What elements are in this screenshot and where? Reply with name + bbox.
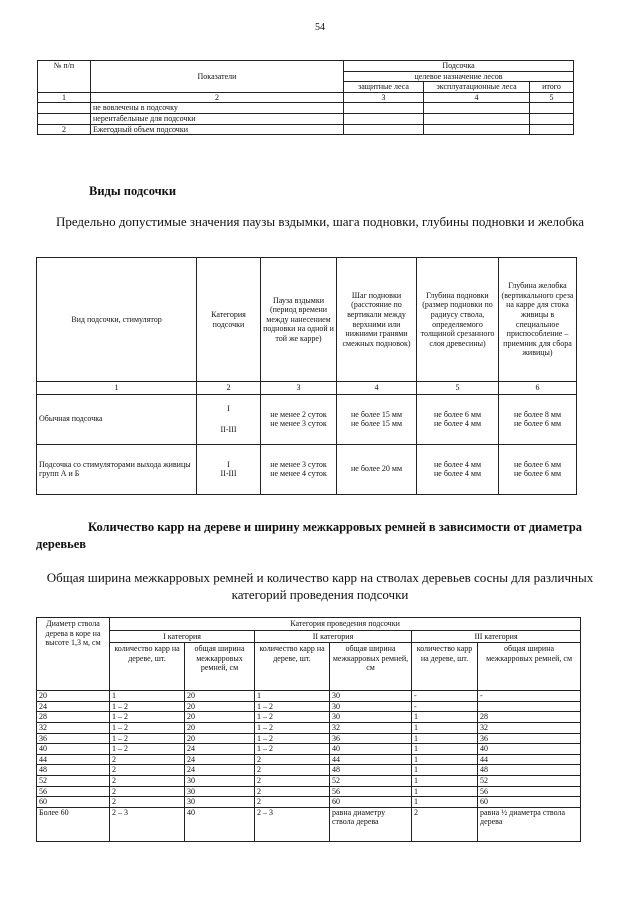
header-diameter: Диаметр ствола дерева в коре на высоте 1,3 м, см [37, 618, 110, 691]
header-protective: защитные леса [344, 82, 424, 93]
value-cell: 48 [330, 765, 412, 776]
tapping-type: Обычная подсочка [37, 394, 197, 444]
value-cell: 30 [185, 797, 255, 808]
header-width: общая ширина межкарровых ремней, см [330, 643, 412, 691]
pause [261, 394, 337, 444]
step-value: не более 15 мм [350, 409, 402, 419]
row-number [38, 103, 91, 114]
value-cell: 1 – 2 [255, 722, 330, 733]
groove-value: не более 6 мм [513, 459, 561, 469]
header-category: Категория проведения подсочки [110, 618, 581, 631]
value-cell: 1 [412, 733, 478, 744]
step-value: не более 20 мм [350, 464, 402, 474]
header-groove: Глубина желобка (вертикального среза на карре для стока живицы в специальное приспособление – приемник для сбора живицы) [499, 258, 577, 382]
value-cell: 2 [412, 807, 478, 841]
value-cell: 1 [255, 691, 330, 702]
diameter-cell: 52 [37, 775, 110, 786]
value-cell: 20 [185, 733, 255, 744]
header-step: Шаг подновки (расстояние по вертикали между верхними или нижними гранями смежных подновок) [337, 258, 417, 382]
header-count: количество карр на дереве, шт. [412, 643, 478, 691]
value-cell: 2 [255, 754, 330, 765]
diameter-cell: 48 [37, 765, 110, 776]
value-cell: 1 [110, 691, 185, 702]
cell [424, 124, 530, 135]
value-cell: 24 [185, 765, 255, 776]
value-cell: 60 [478, 797, 581, 808]
value-cell: 20 [185, 701, 255, 712]
table-row [37, 765, 581, 776]
table-row [37, 394, 577, 444]
groove [499, 394, 577, 444]
page-number: 54 [315, 22, 325, 33]
value-cell: 1 [412, 744, 478, 755]
value-cell: 36 [330, 733, 412, 744]
cell [530, 103, 574, 114]
value-cell: 32 [478, 722, 581, 733]
header-number: № п/п [38, 61, 91, 93]
value-cell: 2 [110, 797, 185, 808]
value-cell: 2 [255, 797, 330, 808]
value-cell: 30 [330, 712, 412, 723]
depth-value: не более 6 мм [433, 409, 481, 419]
row-label: нерентабельные для подсочки [91, 113, 344, 124]
value-cell: 1 – 2 [255, 712, 330, 723]
header-cat2: II категория [255, 630, 412, 643]
value-cell: 44 [478, 754, 581, 765]
value-cell: равна ½ диаметра ствола дерева [478, 807, 581, 841]
value-cell: 1 – 2 [110, 722, 185, 733]
value-cell: 60 [330, 797, 412, 808]
header-cat3: III категория [412, 630, 581, 643]
header-depth: Глубина подновки (размер подновки по радиусу ствола, определяемого толщиной срезанного слоя древесины) [417, 258, 499, 382]
value-cell: 2 [110, 786, 185, 797]
diameter-cell: 20 [37, 691, 110, 702]
value-cell: 1 – 2 [110, 744, 185, 755]
value-cell: 1 [412, 775, 478, 786]
colnum: 4 [424, 92, 530, 103]
table-row [37, 807, 581, 841]
value-cell: 40 [478, 744, 581, 755]
value-cell [478, 701, 581, 712]
step [337, 394, 417, 444]
value-cell: 1 – 2 [110, 701, 185, 712]
header-count: количество карр на дереве, шт. [255, 643, 330, 691]
value-cell: 20 [185, 722, 255, 733]
value-cell: - [412, 701, 478, 712]
value-cell: 56 [330, 786, 412, 797]
colnum: 2 [91, 92, 344, 103]
header-cat1: I категория [110, 630, 255, 643]
value-cell: 20 [185, 712, 255, 723]
table-row [37, 691, 581, 702]
colnum: 3 [261, 382, 337, 395]
table-row [37, 444, 577, 494]
tapping-limits-table [36, 257, 577, 495]
section-heading-tapping-types: Виды подсочки [89, 184, 177, 198]
carr-width-table [36, 617, 581, 842]
pause-value: не менее 3 суток [270, 459, 327, 469]
header-count: количество карр на дереве, шт. [110, 643, 185, 691]
section-heading-carr-count: Количество карр на дереве и ширину межкарровых ремней в зависимости от диаметра деревьев [36, 520, 583, 551]
value-cell: 24 [185, 754, 255, 765]
value-cell: 36 [478, 733, 581, 744]
colnum: 5 [417, 382, 499, 395]
table-row [37, 744, 581, 755]
pause-value: не менее 2 суток [270, 409, 327, 419]
pause [261, 444, 337, 494]
diameter-cell: 36 [37, 733, 110, 744]
value-cell: 1 – 2 [110, 712, 185, 723]
value-cell: 1 – 2 [110, 733, 185, 744]
diameter-cell: 56 [37, 786, 110, 797]
header-category: Категория подсочки [197, 258, 261, 382]
header-tapping: Подсочка [344, 61, 574, 72]
value-cell: 30 [330, 701, 412, 712]
header-tapping-type: Вид подсочки, стимулятор [37, 258, 197, 382]
table-row [37, 797, 581, 808]
step [337, 444, 417, 494]
depth [417, 394, 499, 444]
pause-value: не менее 4 суток [270, 469, 327, 479]
table-row [37, 754, 581, 765]
cell [424, 103, 530, 114]
step-value: не более 15 мм [350, 419, 402, 429]
row-number [38, 113, 91, 124]
value-cell: 52 [330, 775, 412, 786]
value-cell: 30 [330, 691, 412, 702]
cell [424, 113, 530, 124]
table-row [38, 113, 574, 124]
diameter-cell: Более 60 [37, 807, 110, 841]
header-width: общая ширина межкарровых ремней, см [478, 643, 581, 691]
value-cell: 2 – 3 [110, 807, 185, 841]
category [197, 394, 261, 444]
value-cell: 1 [412, 786, 478, 797]
header-production: эксплуатационные леса [424, 82, 530, 93]
depth-value: не более 4 мм [433, 459, 481, 469]
value-cell: 48 [478, 765, 581, 776]
table-row [37, 722, 581, 733]
value-cell: 44 [330, 754, 412, 765]
cell [344, 103, 424, 114]
row-number: 2 [38, 124, 91, 135]
value-cell: 1 – 2 [255, 744, 330, 755]
section-subtitle-limits: Предельно допустимые значения паузы вздымки, шага подновки, глубины подновки и желобка [55, 214, 585, 229]
table-row [37, 712, 581, 723]
colnum: 1 [37, 382, 197, 395]
value-cell: 40 [330, 744, 412, 755]
value-cell: 2 [110, 754, 185, 765]
table-row [37, 786, 581, 797]
value-cell: 2 [255, 786, 330, 797]
category-value: I [227, 459, 230, 469]
table-row [37, 701, 581, 712]
value-cell: 2 [110, 765, 185, 776]
cell [344, 124, 424, 135]
groove [499, 444, 577, 494]
table-row [37, 733, 581, 744]
value-cell: 1 – 2 [255, 701, 330, 712]
value-cell: 1 [412, 765, 478, 776]
diameter-cell: 44 [37, 754, 110, 765]
value-cell: 2 [110, 775, 185, 786]
value-cell: 56 [478, 786, 581, 797]
cell [344, 113, 424, 124]
category-value: I [227, 403, 230, 413]
category [197, 444, 261, 494]
colnum: 4 [337, 382, 417, 395]
pause-value: не менее 3 суток [270, 419, 327, 429]
depth [417, 444, 499, 494]
value-cell: 28 [478, 712, 581, 723]
category-value: II-III [220, 425, 237, 435]
value-cell: 30 [185, 775, 255, 786]
tapping-volume-table [37, 60, 574, 135]
diameter-cell: 40 [37, 744, 110, 755]
header-pause: Пауза вздымки (период времени между нанесением подновки на одной и той же карре) [261, 258, 337, 382]
diameter-cell: 24 [37, 701, 110, 712]
value-cell: - [478, 691, 581, 702]
colnum: 5 [530, 92, 574, 103]
value-cell: 32 [330, 722, 412, 733]
value-cell: 52 [478, 775, 581, 786]
category-value: II-III [220, 469, 237, 479]
colnum: 6 [499, 382, 577, 395]
colnum: 1 [38, 92, 91, 103]
value-cell: 2 [255, 765, 330, 776]
row-label: не вовлечены в подсочку [91, 103, 344, 114]
diameter-cell: 28 [37, 712, 110, 723]
table-row [38, 103, 574, 114]
header-forest-purpose: целевое назначение лесов [344, 71, 574, 82]
diameter-cell: 32 [37, 722, 110, 733]
value-cell: равна диаметру ствола дерева [330, 807, 412, 841]
section-subtitle-belts: Общая ширина межкарровых ремней и количество карр на стволах деревьев сосны для различных категорий проведения подсочки [46, 570, 594, 602]
value-cell: 24 [185, 744, 255, 755]
groove-value: не более 8 мм [513, 409, 561, 419]
header-total: итого [530, 82, 574, 93]
value-cell: 1 [412, 712, 478, 723]
row-label: Ежегодный объем подсочки [91, 124, 344, 135]
header-width: общая ширина межкарровых ремней, см [185, 643, 255, 691]
cell [530, 124, 574, 135]
value-cell: 20 [185, 691, 255, 702]
value-cell: - [412, 691, 478, 702]
groove-value: не более 6 мм [513, 419, 561, 429]
depth-value: не более 4 мм [433, 419, 481, 429]
diameter-cell: 60 [37, 797, 110, 808]
value-cell: 1 [412, 754, 478, 765]
header-indicators: Показатели [91, 61, 344, 93]
tapping-type: Подсочка со стимуляторами выхода живицы групп А и Б [37, 444, 197, 494]
value-cell: 2 [255, 775, 330, 786]
value-cell: 1 [412, 797, 478, 808]
cell [530, 113, 574, 124]
groove-value: не более 6 мм [513, 469, 561, 479]
value-cell: 30 [185, 786, 255, 797]
value-cell: 1 – 2 [255, 733, 330, 744]
depth-value: не более 4 мм [433, 469, 481, 479]
colnum: 2 [197, 382, 261, 395]
value-cell: 1 [412, 722, 478, 733]
colnum: 3 [344, 92, 424, 103]
value-cell: 2 – 3 [255, 807, 330, 841]
value-cell: 40 [185, 807, 255, 841]
table-row [37, 775, 581, 786]
table-row [38, 124, 574, 135]
